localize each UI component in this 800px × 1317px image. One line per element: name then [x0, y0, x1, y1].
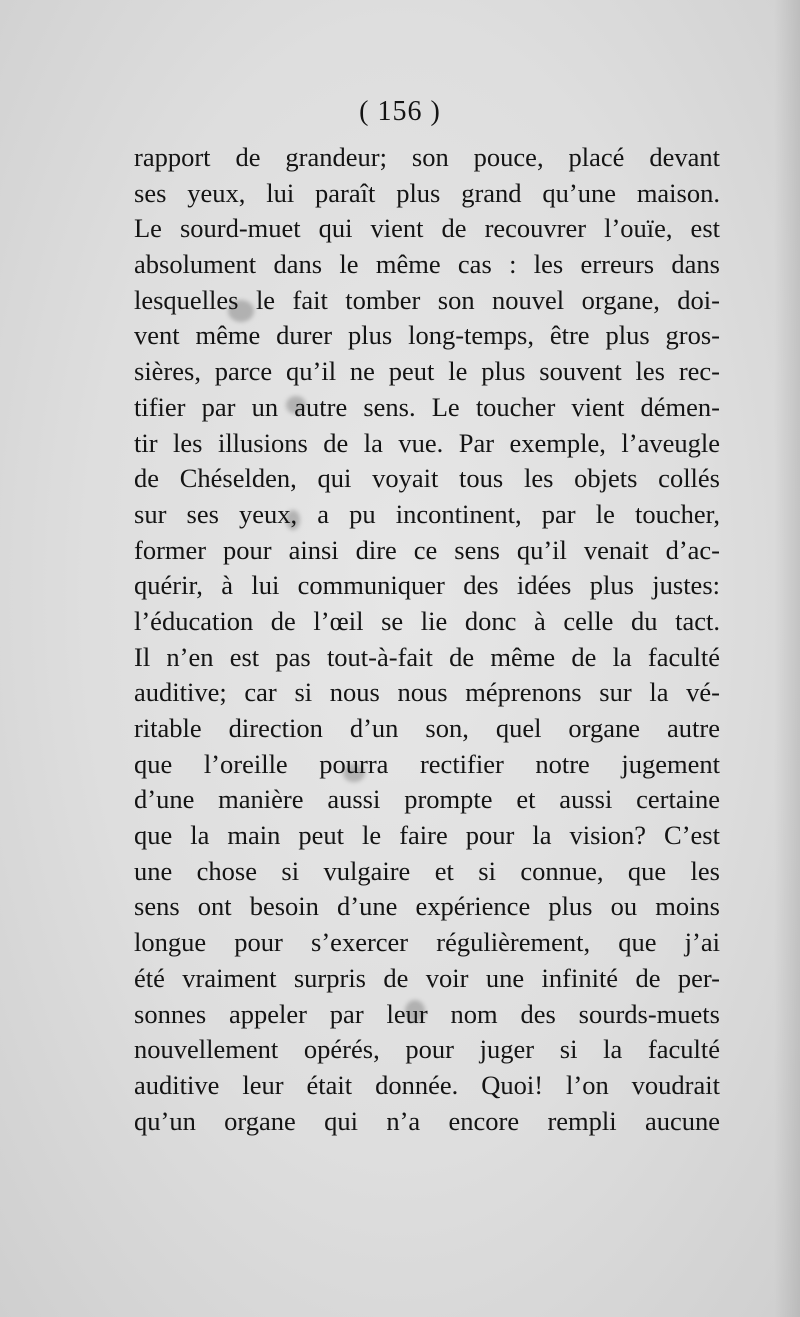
text-line: former pour ainsi dire ce sens qu’il venait d’ac-: [134, 534, 720, 565]
text-line: longue pour s’exercer régulièrement, que j’ai: [134, 927, 720, 958]
text-line: sières, parce qu’il ne peut le plus souvent les rec-: [134, 356, 720, 387]
text-line: que la main peut le faire pour la vision? C’est: [134, 820, 720, 851]
text-line: de Chéselden, qui voyait tous les objets collés: [134, 463, 720, 494]
text-line: vent même durer plus long-temps, être plus gros-: [134, 320, 720, 351]
text-line: sens ont besoin d’une expérience plus ou moins: [134, 891, 720, 922]
text-line: auditive; car si nous nous méprenons sur la vé-: [134, 677, 720, 708]
text-line: lesquelles le fait tomber son nouvel organe, doi-: [134, 284, 720, 315]
text-line: une chose si vulgaire et si connue, que les: [134, 855, 720, 886]
text-line: Il n’en est pas tout-à-fait de même de la faculté: [134, 641, 720, 672]
page-number: ( 156 ): [359, 96, 441, 127]
text-line: sur ses yeux, a pu incontinent, par le toucher,: [134, 498, 720, 529]
text-line: absolument dans le même cas : les erreurs dans: [134, 249, 720, 280]
page-edge-shadow: [774, 0, 800, 1317]
text-line: quérir, à lui communiquer des idées plus justes:: [134, 570, 720, 601]
text-line: d’une manière aussi prompte et aussi certaine: [134, 784, 720, 815]
text-line: Le sourd-muet qui vient de recouvrer l’ouïe, est: [134, 213, 720, 244]
text-line: qu’un organe qui n’a encore rempli aucune: [134, 1105, 720, 1136]
text-line: rapport de grandeur; son pouce, placé devant: [134, 142, 720, 172]
text-line: tir les illusions de la vue. Par exemple, l’aveugle: [134, 427, 720, 458]
text-line: sonnes appeler par leur nom des sourds-muets: [134, 998, 720, 1029]
text-line: tifier par un autre sens. Le toucher vient démen-: [134, 391, 720, 422]
text-line: que l’oreille pourra rectifier notre jugement: [134, 748, 720, 779]
text-line: auditive leur était donnée. Quoi! l’on voudrait: [134, 1069, 720, 1100]
text-line: l’éducation de l’œil se lie donc à celle du tact.: [134, 605, 720, 636]
body-text: [134, 140, 720, 1139]
text-line: ritable direction d’un son, quel organe autre: [134, 713, 720, 743]
text-line: été vraiment surpris de voir une infinité de per-: [134, 962, 720, 993]
text-line: ses yeux, lui paraît plus grand qu’une maison.: [134, 177, 720, 208]
text-line: nouvellement opérés, pour juger si la faculté: [134, 1034, 720, 1065]
